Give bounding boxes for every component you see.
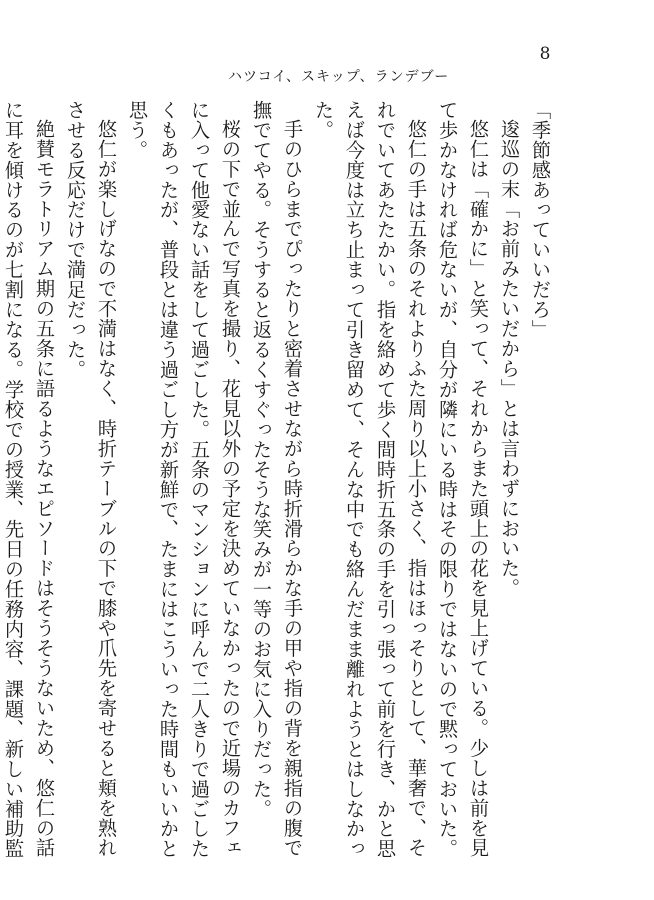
paragraph: 悠仁が楽しげなので不満はなく、時折テーブルの下で膝や爪先を寄せると頬を熟れさせる反応だけで満足だった。: [64, 100, 118, 859]
paragraph: 「季節感あっていいだろ」: [529, 100, 552, 340]
running-header-title: ハツコイ、スキップ、ランデブー: [228, 69, 450, 85]
paragraph: 悠仁は「確かに」と笑って、それからまた頭上の花を見上げている。少しは前を見て歩かなければ危ないが、自分が隣にいる時はその限りではないので黙っておいた。: [436, 100, 490, 859]
paragraph: 悠仁の手は五条のそれよりふた周り以上小さく、指はほっそりとして、華奢で、それでいてあたたかい。指を絡めて歩く間時折五条の手を引っ張って前を行き、かと思えば今度は立ち止まって引き留めて、そんな中でも絡んだまま離れようとはしなかった。: [312, 100, 428, 859]
paragraph: 絶賛モラトリアム期の五条に語るようなエピソードはそうそうないため、悠仁の話に耳を傾けるのが七割になる。学校での授業、先日の任務内容、課題、新しい補助監: [2, 100, 56, 859]
paragraph: 逡巡の末「お前みたいだから」とは言わずにおいた。: [498, 119, 521, 599]
paragraph: 手のひらまでぴったりと密着させながら時折滑らかな手の甲や指の背を親指の腹で撫でてやる。そうすると返るくすぐったそうな笑みが一等のお気に入りだった。: [250, 100, 304, 859]
paragraph: 桜の下で並んで写真を撮り、花見以外の予定を決めていなかったので近場のカフェに入って他愛ない話をして過ごした。五条のマンションに呼んで二人きりで過ごしたくもあったが、普段とは違う過ごし方が新鮮で、たまにはこういった時間もいいかと思う。: [126, 100, 242, 859]
novel-body-text: [2, 100, 556, 860]
page-number: 8: [539, 44, 551, 64]
